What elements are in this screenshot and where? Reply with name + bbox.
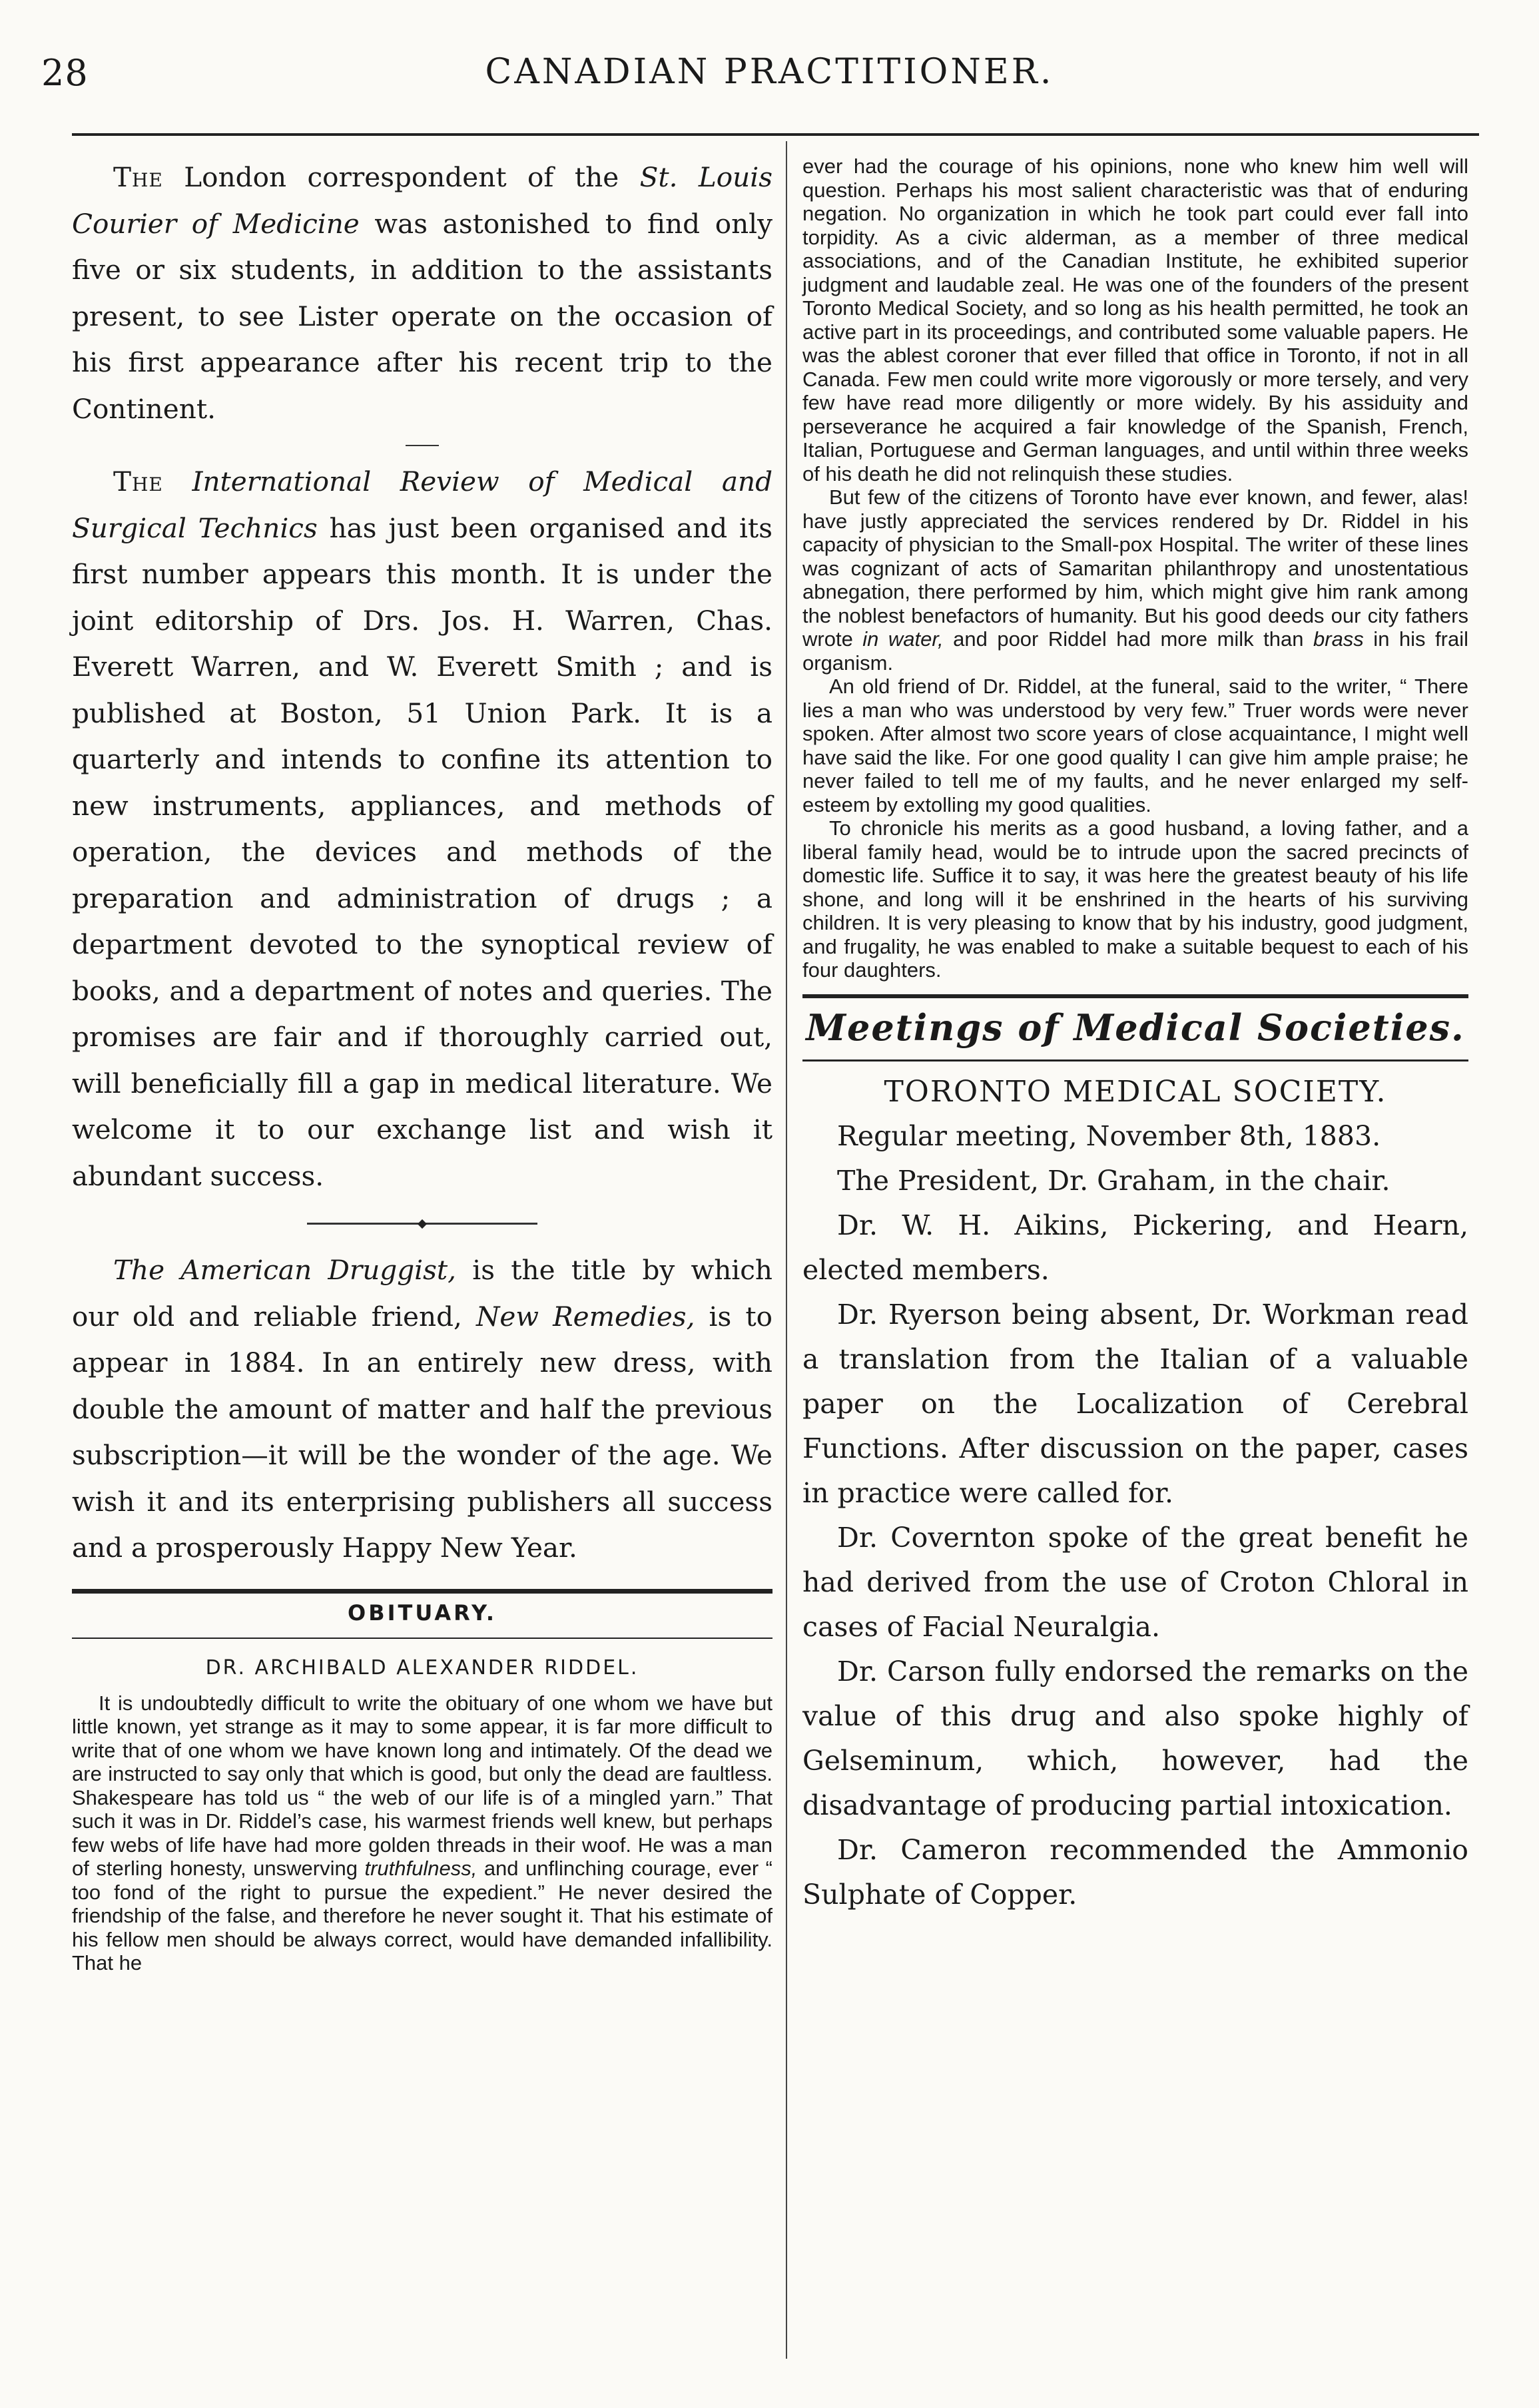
paragraph: [72, 1247, 772, 1572]
journal-title: New Remedies,: [475, 1300, 695, 1333]
journal-title: St. Louis Courier of Medicine: [72, 161, 772, 240]
item-american-druggist: [72, 1247, 772, 1572]
section-rule: [72, 1638, 772, 1639]
paragraph: [72, 459, 772, 1199]
journal-title: The American Druggist,: [113, 1254, 457, 1286]
text: and unflinching courage, ever “ too fond of the right to pursue the expedient.” He never desired the friendship of the false, and therefore he never sought it. That his estimate of his fellow men should be always correct, would have demanded infallibility. That he: [72, 1857, 772, 1974]
obituary-continued: [802, 154, 1468, 982]
section-rule: [802, 994, 1468, 998]
header-rule: [72, 133, 1479, 136]
separator-ornament: [72, 1199, 772, 1247]
paragraph: ever had the courage of his opinions, none who knew him well will question. Perhaps his most salient characteristic was that of enduring negation. No organization in which he took part could ever fall into torpidity. As a civic alderman, as a member of three medical associations, and of the Canadian Institute, he exhibited superior judgment and laudable zeal. He was one of the founders of the present Toronto Medical Society, and so long as his health permitted, he took an active part in its proceedings, and contributed some valuable papers. He was the ablest coroner that ever filled that office in Toronto, if not in all Canada. Few men could write more vigorously or more tersely, and very few have read more diligently or more widely. By his assiduity and perseverance he acquired a fair knowledge of the Spanish, French, Italian, Portuguese and German languages, and until within three weeks of his death he did not relinquish these studies.: [802, 154, 1468, 485]
meeting-report: [802, 1114, 1468, 1917]
text: It is undoubtedly difficult to write the obituary of one whom we have but little known, yet strange as it may to some appear, it is far more difficult to write that of one whom we have known long and intimately. Of the dead we are instructed to say only that which is good, but only the dead are faultless. Shakespeare has told us “ the web of our life is of a mingled yarn.” That such it was in Dr. Riddel’s case, his warmest friends well knew, but perhaps few webs of life have had more golden threads in their woof. He was a man of sterling honesty, unswerving: [72, 1691, 772, 1880]
text: in his frail organism.: [802, 627, 1468, 675]
paragraph: To chronicle his merits as a good husband, a loving father, and a liberal family head, would be to intrude upon the sacred precincts of domestic life. Suffice it to say, it was here the greatest beauty of his life shone, and long will it be enshrined in the hearts of his surviving children. It is very pleasing to know that by his industry, good judgment, and frugality, he was enabled to make a suitable bequest to each of his four daughters.: [802, 816, 1468, 982]
journal-title: International Review of Medical and Surgical Technics: [72, 465, 772, 544]
obituary-heading: OBITUARY.: [347, 1600, 497, 1626]
text: and poor Riddel had more milk than: [943, 627, 1313, 651]
text: is the title by which our old and reliable friend,: [72, 1254, 772, 1333]
paragraph: Dr. Covernton spoke of the great benefit he had derived from the use of Croton Chloral in cases of Facial Neuralgia.: [802, 1521, 1468, 1643]
section-rule: [802, 1059, 1468, 1061]
right-column: [802, 154, 1468, 1917]
paragraph: Dr. Cameron recommended the Ammonio Sulphate of Copper.: [802, 1833, 1468, 1911]
left-column: [72, 154, 772, 1975]
text: has just been organised and its first number appears this month. It is under the joint editorship of Drs. Jos. H. Warren, Chas. Everett Warren, and W. Everett Smith ; and is published at Boston, 51 Union Park. It is a quarterly and intends to confine its attention to new instruments, appliances, and methods of operation, the devices and methods of the preparation and administration of drugs ; a department devoted to the synoptical review of books, and a department of notes and queries. The promises are fair and if thoroughly carried out, will beneficially fill a gap in medical literature. We welcome it to our exchange list and wish it abundant success.: [72, 511, 772, 1192]
paragraph: Dr. Ryerson being absent, Dr. Workman read a translation from the Italian of a valuable paper on the Localization of Cerebral Functions. After discussion on the paper, cases in practice were called for.: [802, 1298, 1468, 1509]
society-name: TORONTO MEDICAL SOCIETY.: [884, 1074, 1387, 1109]
text-italic: brass: [1313, 627, 1364, 651]
paragraph: The President, Dr. Graham, in the chair.: [837, 1164, 1390, 1197]
text-italic: truthfulness,: [364, 1857, 477, 1880]
paragraph: [802, 485, 1468, 675]
section-rule: [72, 1589, 772, 1594]
item-london-correspondent: [72, 154, 772, 432]
paragraph: An old friend of Dr. Riddel, at the funeral, said to the writer, “ There lies a man who was understood by very few.” Truer words were never spoken. After almost two score years of close acquaintance, I might well have said the like. For one good quality I can give him ample praise; he never failed to tell me of my faults, and he never enlarged my self-esteem by extolling my good qualities.: [802, 675, 1468, 816]
paragraph: [72, 154, 772, 432]
paragraph: Regular meeting, November 8th, 1883.: [837, 1119, 1381, 1152]
lead-word: The: [113, 465, 163, 497]
text: But few of the citizens of Toronto have ever known, and fewer, alas! have justly appreciated the services rendered by Dr. Riddel in his capacity of physician to the Small-pox Hospital. The writer of these lines was cognizant of acts of Samaritan philanthropy and unostentatious abnegation, there performed by him, which might give him rank among the noblest benefactors of humanity. But his good deeds our city fathers wrote: [802, 485, 1468, 651]
separator-dash: [72, 432, 772, 459]
lead-word: The: [113, 161, 163, 193]
column-divider: [786, 141, 787, 2359]
page-number: 28: [41, 52, 89, 94]
obituary-body: [72, 1691, 772, 1975]
item-international-review: [72, 459, 772, 1199]
text: London correspondent of the: [162, 161, 640, 193]
paragraph: Dr. Carson fully endorsed the remarks on the value of this drug and also spoke highly of Gelseminum, which, however, had the disadvantage of producing partial intoxication.: [802, 1655, 1468, 1821]
meetings-heading: Meetings of Medical Societies.: [806, 1006, 1465, 1049]
paragraph: Dr. W. H. Aikins, Pickering, and Hearn, elected members.: [802, 1209, 1468, 1286]
text: was astonished to find only five or six students, in addition to the assistants present, to see Lister operate on the occasion of his first appearance after his recent trip to the Continent.: [72, 207, 772, 425]
obituary-name: DR. ARCHIBALD ALEXANDER RIDDEL.: [205, 1656, 639, 1679]
paragraph: [72, 1691, 772, 1975]
text: is to appear in 1884. In an entirely new dress, with double the amount of matter and half the previous subscription—it will be the wonder of the age. We wish it and its enterprising publishers all success and a prosperously Happy New Year.: [72, 1300, 772, 1564]
running-title: CANADIAN PRACTITIONER.: [485, 52, 1054, 92]
text-italic: in water,: [862, 627, 944, 651]
